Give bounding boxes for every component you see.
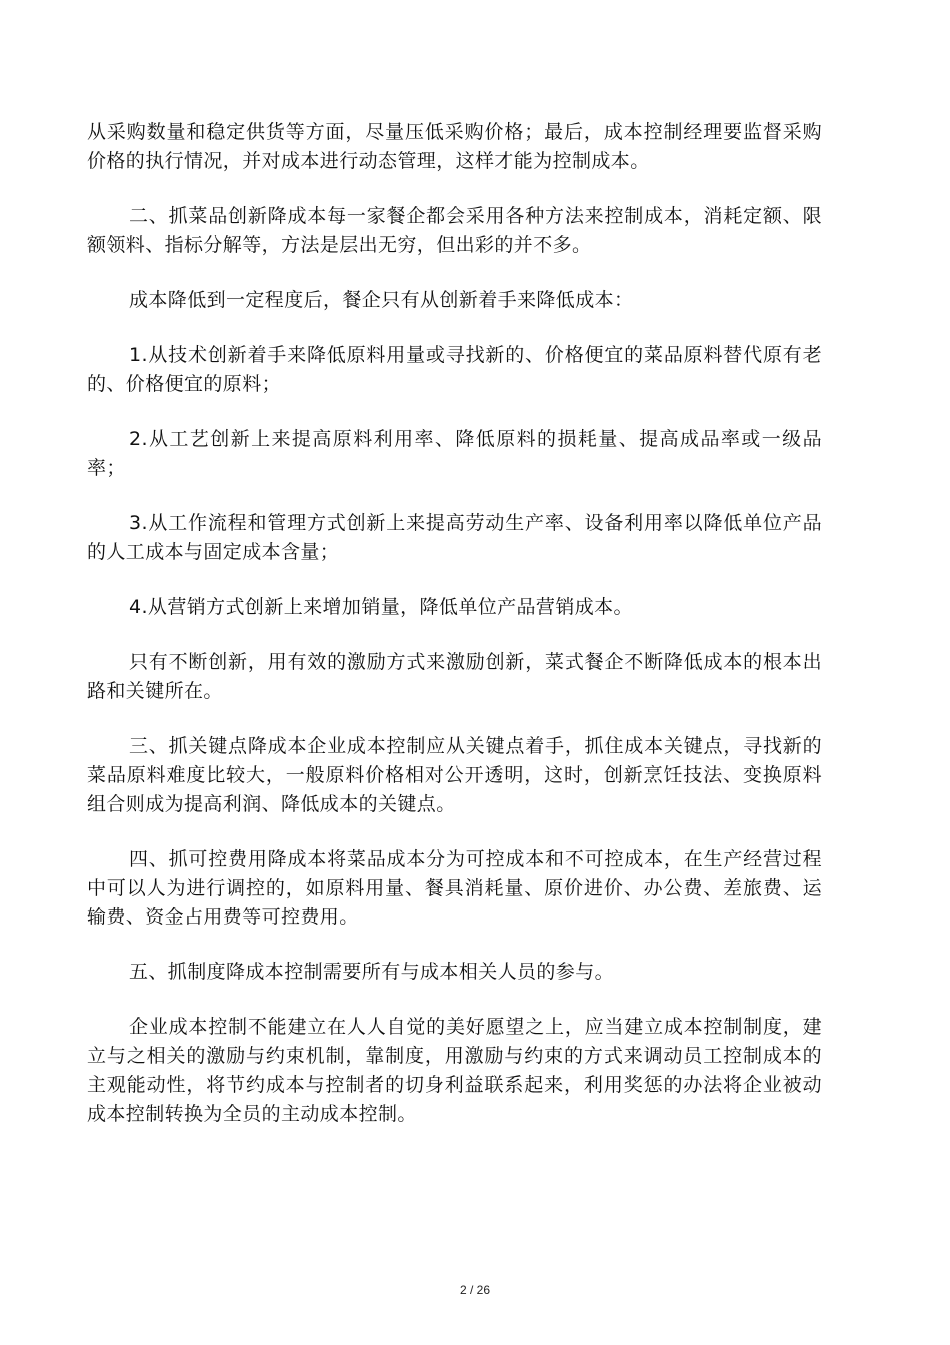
list-item-1: 1.从技术创新着手来降低原料用量或寻找新的、价格便宜的菜品原料替代原有老的、价格便宜的原料； <box>87 344 822 395</box>
paragraph-section-three: 三、抓关键点降成本企业成本控制应从关键点着手，抓住成本关键点，寻找新的菜品原料难度比较大，一般原料价格相对公开透明，这时，创新烹饪技法、变换原料组合则成为提高利润、降低成本的关键点。 <box>87 735 822 815</box>
list-item-4: 4.从营销方式创新上来增加销量，降低单位产品营销成本。 <box>129 596 633 618</box>
paragraph-system-control: 企业成本控制不能建立在人人自觉的美好愿望之上，应当建立成本控制制度，建立与之相关的激励与约束机制，靠制度，用激励与约束的方式来调动员工控制成本的主观能动性，将节约成本与控制者的切身利益联系起来，利用奖惩的办法将企业被动成本控制转换为全员的主动成本控制。 <box>87 1016 822 1125</box>
page-number: 2 / 26 <box>459 1283 491 1297</box>
document-body <box>87 118 822 1155</box>
paragraph-section-four: 四、抓可控费用降成本将菜品成本分为可控成本和不可控成本，在生产经营过程中可以人为进行调控的，如原料用量、餐具消耗量、原价进价、办公费、差旅费、运输费、资金占用费等可控费用。 <box>87 848 822 928</box>
paragraph-section-two: 二、抓菜品创新降成本每一家餐企都会采用各种方法来控制成本，消耗定额、限额领料、指标分解等，方法是层出无穷，但出彩的并不多。 <box>87 205 822 256</box>
list-item-2: 2.从工艺创新上来提高原料利用率、降低原料的损耗量、提高成品率或一级品率； <box>87 428 822 479</box>
paragraph-innovation-intro: 成本降低到一定程度后，餐企只有从创新着手来降低成本： <box>129 289 634 311</box>
list-item-3: 3.从工作流程和管理方式创新上来提高劳动生产率、设备利用率以降低单位产品的人工成本与固定成本含量； <box>87 512 822 563</box>
paragraph-innovation-summary: 只有不断创新，用有效的激励方式来激励创新，菜式餐企不断降低成本的根本出路和关键所在。 <box>87 651 822 702</box>
paragraph-continuation: 从采购数量和稳定供货等方面，尽量压低采购价格；最后，成本控制经理要监督采购价格的执行情况，并对成本进行动态管理，这样才能为控制成本。 <box>87 121 822 172</box>
paragraph-section-five: 五、抓制度降成本控制需要所有与成本相关人员的参与。 <box>129 961 615 983</box>
